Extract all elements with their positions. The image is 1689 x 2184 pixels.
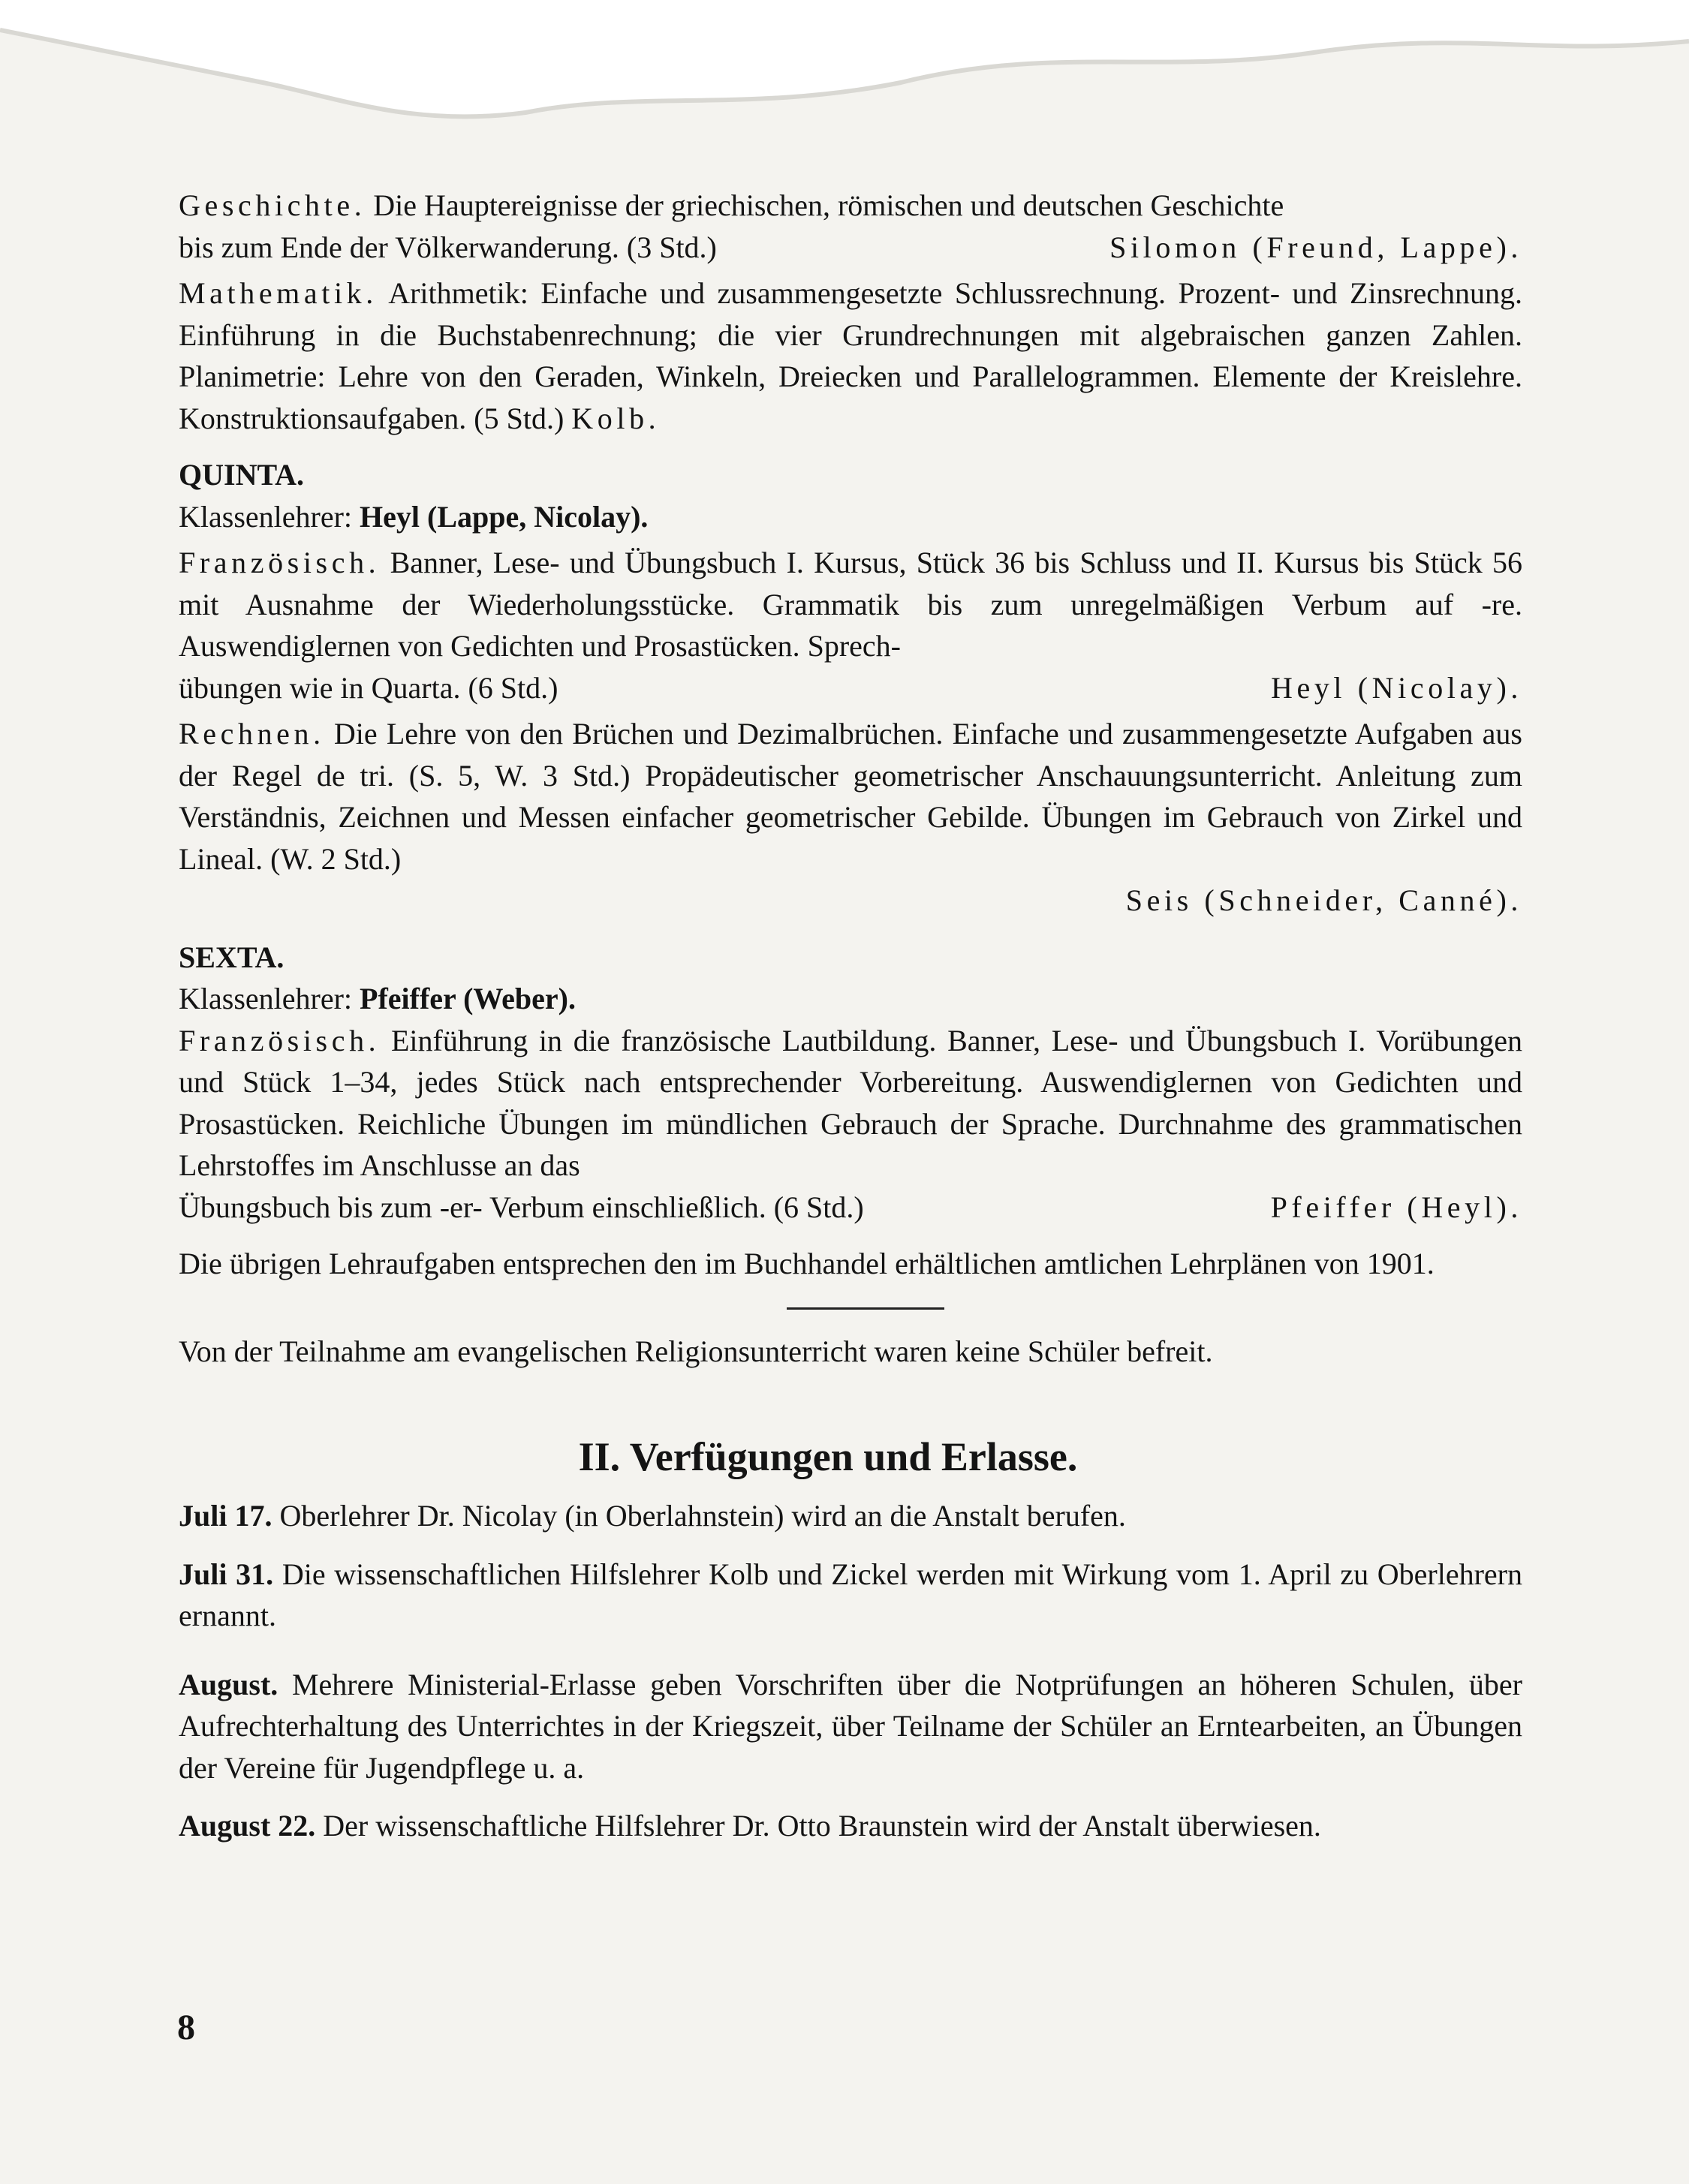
quinta-heading: QUINTA. [179,458,305,492]
geschichte-line2: bis zum Ende der Völkerwanderung. (3 Std.) [179,230,717,264]
quinta-klassenlehrer [179,496,1522,538]
mathematik-paragraph [179,272,1522,439]
paper-edge [0,0,1689,150]
entry-date: Juli 31. [179,1557,274,1591]
sexta-heading: SEXTA. [179,940,285,974]
sexta-franzoesisch-text: Einführung in die französische Lautbildung. Banner, Lese- und Übungsbuch I. Vorübungen und Stück 1–34, jedes Stück nach entsprechender Vorbereitung. Auswendiglernen von Gedichten und Prosastücken. Reichliche Übungen im mündlichen Gebrauch der Sprache. Durchnahme des grammatischen Lehrstoffes im Anschlusse an das [179,1023,1523,1182]
sexta-franzoesisch-paragraph [179,1020,1522,1187]
entry-date: August 22. [179,1809,316,1843]
entry-text: Oberlehrer Dr. Nicolay (in Oberlahnstein) wird an die Anstalt berufen. [279,1499,1126,1533]
quinta-klassenlehrer-name: Heyl (Lappe, Nicolay). [360,499,649,534]
sexta-franzoesisch-last: Übungsbuch bis zum -er- Verbum einschließlich. (6 Std.) [179,1190,864,1224]
uebrige-lehraufgaben: Die übrigen Lehraufgaben entsprechen den im Buchhandel erhältlichen amtlichen Lehrplänen von 1901. [179,1247,1435,1280]
geschichte-line1: Die Hauptereignisse der griechischen, römischen und deutschen Geschichte [373,188,1284,222]
geschichte-label: Geschichte. [179,188,366,222]
sexta-klassenlehrer-name: Pfeiffer (Weber). [360,982,577,1015]
entry [179,1664,1522,1789]
sexta-franzoesisch-label: Französisch. [179,1023,381,1057]
entry [179,1554,1522,1637]
geschichte-paragraph [179,185,1522,227]
entry-text: Der wissenschaftliche Hilfslehrer Dr. Otto Braunstein wird der Anstalt überwiesen. [323,1809,1321,1843]
quinta-franzoesisch-paragraph [179,542,1522,667]
quinta-franzoesisch-text: Banner, Lese- und Übungsbuch I. Kursus, Stück 36 bis Schluss und II. Kursus bis Stück 56 mit Ausnahme der Wiederholungsstücke. Grammatik bis zum unregelmäßigen Verbum auf -re. Auswendiglernen von Gedichten und Prosastücken. Sprech- [179,546,1523,663]
quinta-rechnen-label: Rechnen. [179,717,325,751]
quinta-rechnen-text: Die Lehre von den Brüchen und Dezimalbrüchen. Einfache und zusammengesetzte Aufgaben aus der Regel de tri. (S. 5, W. 3 Std.) Propädeutischer geometrischer Anschauungsunterricht. Anleitung zum Verständnis, Zeichnen und Messen einfacher geometrischer Gebilde. Übungen im Gebrauch von Zirkel und Lineal. (W. 2 Std.) [179,717,1522,876]
quinta-rechnen-teacher: Seis (Schneider, Canné). [1125,883,1522,917]
mathematik-teacher: Kolb. [571,401,661,435]
page-content [179,185,1522,1847]
divider-rule [787,1307,944,1310]
page-number: 8 [177,2008,195,2047]
quinta-rechnen-paragraph [179,713,1522,880]
religion-note: Von der Teilnahme am evangelischen Religionsunterricht waren keine Schüler befreit. [179,1334,1213,1368]
sexta-franzoesisch-teacher: Pfeiffer (Heyl). [1270,1190,1522,1224]
sexta-franzoesisch-final-line [179,1187,1522,1229]
entry-text: Die wissenschaftlichen Hilfslehrer Kolb und Zickel werden mit Wirkung vom 1. April zu Oberlehrern ernannt. [179,1557,1522,1632]
entry-date: August. [179,1667,278,1701]
sexta-klassenlehrer-label: Klassenlehrer: [179,982,353,1015]
quinta-franzoesisch-last: übungen wie in Quarta. (6 Std.) [179,670,558,705]
sexta-klassenlehrer [179,978,1522,1020]
geschichte-teacher: Silomon (Freund, Lappe). [1109,230,1522,264]
entry [179,1495,1522,1537]
quinta-klassenlehrer-label: Klassenlehrer: [179,499,353,534]
mathematik-label: Mathematik. [179,276,378,310]
entry [179,1805,1522,1847]
entry-text: Mehrere Ministerial-Erlasse geben Vorschriften über die Notprüfungen an höheren Schulen, über Aufrechterhaltung des Unterrichtes in der Kriegszeit, über Teilname der Schüler an Erntearbeiten, an Übungen der Vereine für Jugendpflege u. a. [179,1667,1523,1785]
entry-date: Juli 17. [179,1499,272,1533]
mathematik-text: Arithmetik: Einfache und zusammengesetzte Schlussrechnung. Prozent- und Zinsrechnung. Einführung in die Buchstabenrechnung; die vier Grundrechnungen mit algebraischen ganzen Zahlen. Planimetrie: Lehre von den Geraden, Winkeln, Dreiecken und Parallelogrammen. Elemente der Kreislehre. Konstruktionsaufgaben. (5 Std.) [179,276,1522,435]
quinta-franzoesisch-teacher: Heyl (Nicolay). [1270,670,1522,705]
section-title: II. Verfügungen und Erlasse. [578,1434,1078,1479]
geschichte-final-line [179,227,1522,269]
quinta-franzoesisch-final-line [179,667,1522,709]
quinta-franzoesisch-label: Französisch. [179,546,381,579]
